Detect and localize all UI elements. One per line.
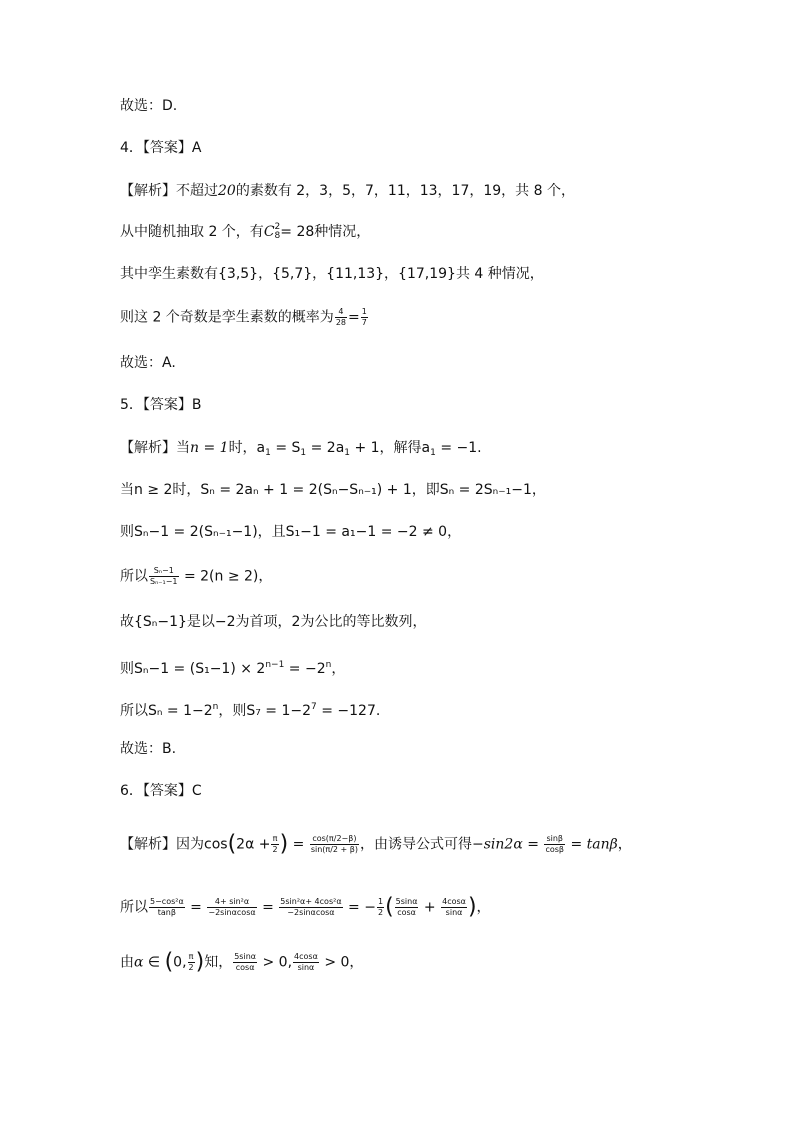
q6-analysis-line3: 由α ∈ (0, $\frac{\pi}{2}$ )知， $\frac{5\sin\alpha}{\cos\alpha}$ > 0, $\frac{4\cos\alpha}{\sin\alpha}$ > 0， <box>120 949 364 975</box>
q4-analysis-line3: 其中孪生素数有{3,5}，{5,7}，{11,13}，{17,19}共 4 种情况， <box>120 266 544 282</box>
q6-answer: 6．【答案】C <box>120 783 202 799</box>
line-answer-d: 故选：D. <box>120 98 178 114</box>
q5-analysis-line1: 【解析】当n = 1时，$a_1 = S_1 = 2a_1 + 1$，解得$a_1 = -1$. <box>120 440 482 458</box>
q5-analysis-line5: 故{Sₙ−1}是以−2为首项，2为公比的等比数列， <box>120 614 427 630</box>
q4-analysis-line2: 从中随机抽取 2 个，有C 2 8 = 28种情况， <box>120 222 371 241</box>
line-answer-b: 故选：B. <box>120 741 177 757</box>
q5-analysis-line4: 所以 $\frac{\text{Sₙ−1}}{\text{Sₙ₋₁−1}}$ = 2(n ≥ 2)， <box>120 566 273 586</box>
q5-analysis-line3: 则Sₙ−1 = 2(Sₙ₋₁−1)，且S₁−1 = a₁−1 = −2 ≠ 0， <box>120 524 462 540</box>
q4-answer: 4．【答案】A <box>120 140 202 156</box>
q5-analysis-line6: 则$S_n-1 = (S_1-1) \times 2^{n-1} = -2^n$， <box>120 660 346 677</box>
q4-analysis-line1: 【解析】不超过20的素数有 2，3，5，7，11，13，17，19，共 8 个， <box>120 183 575 199</box>
q6-analysis-line2: 所以 $\frac{\text{5−cos²α}}{\tan\beta}$ = $\frac{\text{4+ sin²α}}{-2\sin\alpha\cos\alpha}$ = $\frac{\text{5sin²α+ 4cos²α}}{-2\sin\alpha\cos\alpha}$ = − $\frac{1}{2}$ ( $\frac{5\sin\alpha}{\cos\alpha}$ + $\frac{4\cos\alpha}{\sin\alpha}$ )， <box>120 894 491 920</box>
line-answer-a: 故选：A. <box>120 355 176 371</box>
q5-analysis-line7: 所以$S_n = 1-2^n$，则$S_7 = 1-2^7 = -127$. <box>120 702 381 719</box>
q4-analysis-line4: 则这 2 个奇数是孪生素数的概率为 $\frac{4}{28}$ = $\frac{1}{7}$ <box>120 307 367 327</box>
q5-answer: 5．【答案】B <box>120 397 202 413</box>
q6-analysis-line1: 【解析】因为cos(2α + $\frac{\pi}{2}$ ) = $\frac{\cos(\pi/2-\beta)}{\sin(\pi/2 + \beta)}$ ，由诱导公式可得−sin2α = $\frac{\sin\beta}{\cos\beta}$ = tanβ， <box>120 831 632 857</box>
q5-analysis-line2: 当n ≥ 2时，Sₙ = 2aₙ + 1 = 2(Sₙ−Sₙ₋₁) + 1，即Sₙ = 2Sₙ₋₁−1， <box>120 482 546 498</box>
